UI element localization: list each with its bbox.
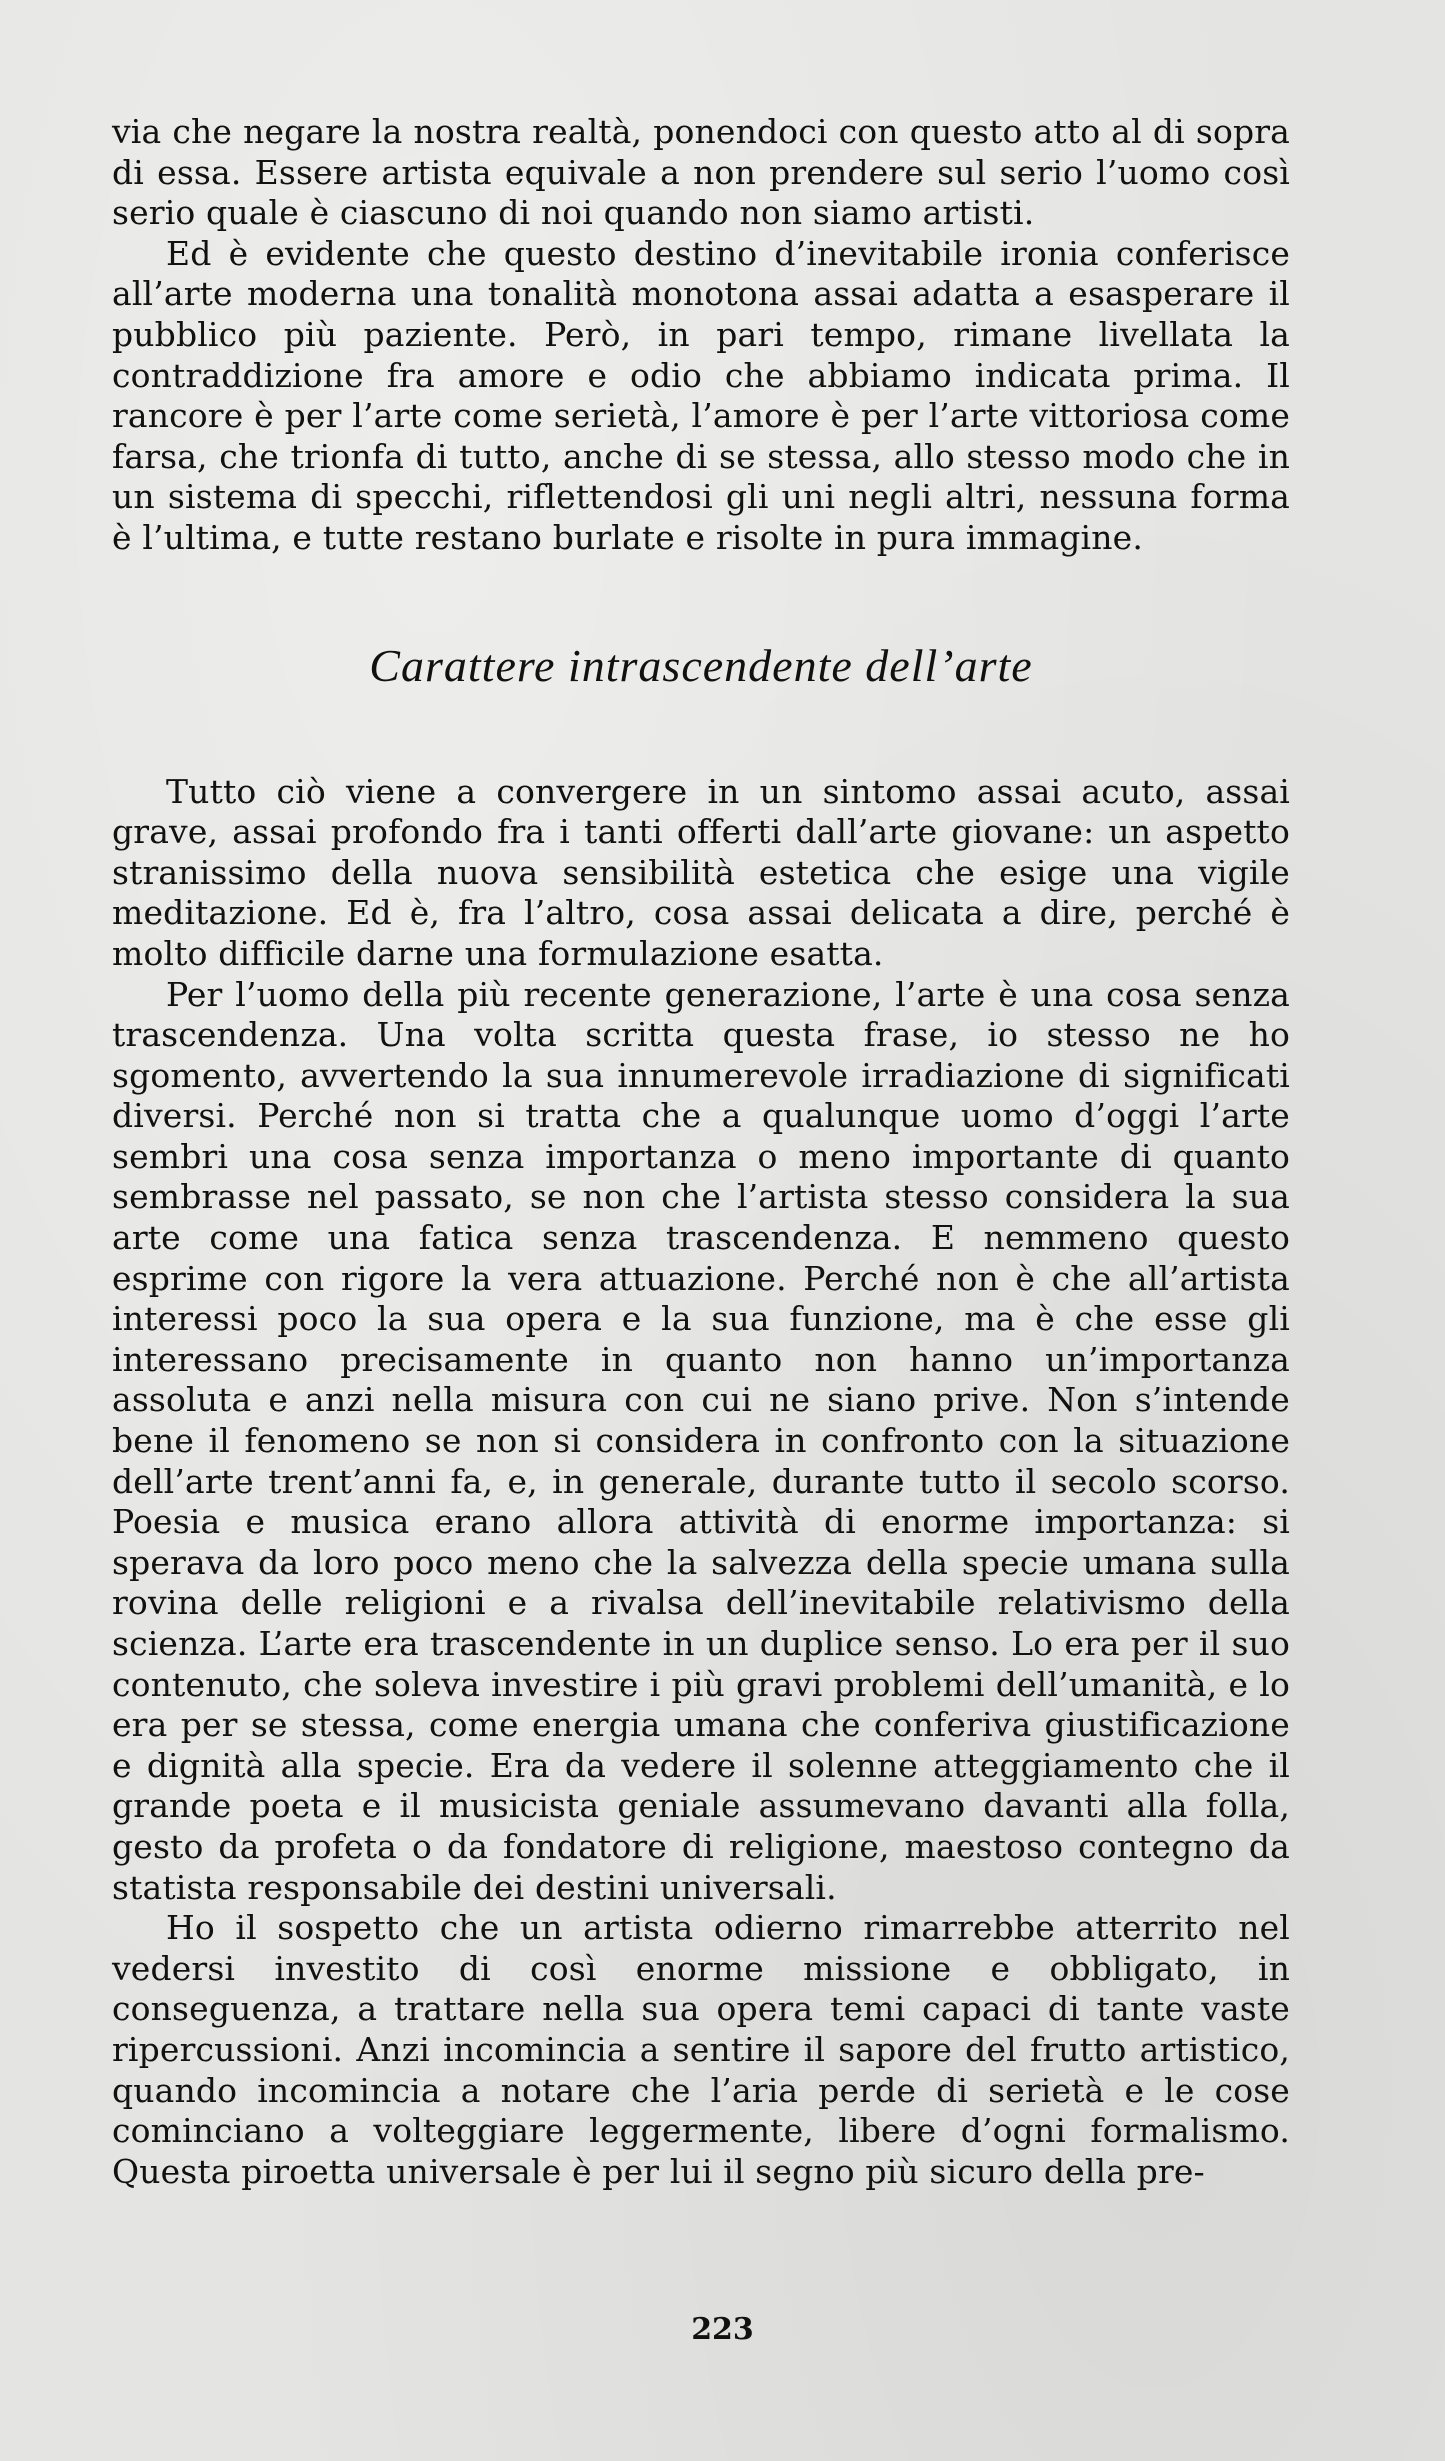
book-page	[112, 112, 1290, 2192]
body-text-bottom	[112, 772, 1290, 2193]
paragraph: Ed è evidente che questo destino d’inevitabile ironia conferisce all’arte moderna una tonalità monotona assai adatta a esasperare il pubblico più paziente. Però, in pari tempo, rimane livellata la contraddizione fra amore e odio che abbiamo indicata prima. Il rancore è per l’arte come serietà, l’amore è per l’arte vittoriosa come farsa, che trionfa di tutto, anche di se stessa, allo stesso modo che in un sistema di specchi, riflettendosi gli uni negli altri, nessuna forma è l’ultima, e tutte restano burlate e risolte in pura immagine.	[112, 233, 1290, 557]
body-text-top	[112, 112, 1290, 559]
paragraph: Per l’uomo della più recente generazione, l’arte è una cosa senza trascendenza. Una volta scritta questa frase, io stesso ne ho sgomento, avvertendo la sua innumerevole irradiazione di significati diversi. Perché non si tratta che a qualunque uomo d’oggi l’arte sembri una cosa senza importanza o meno importante di quanto sembrasse nel passato, se non che l’artista stesso considera la sua arte come una fatica senza trascendenza. E nemmeno questo esprime con rigore la vera attuazione. Perché non è che all’artista interessi poco la sua opera e la sua funzione, ma è che esse gli interessano precisamente in quanto non hanno un’importanza assoluta e anzi nella misura con cui ne siano prive. Non s’intende bene il fenomeno se non si considera in confronto con la situazione dell’arte trent’anni fa, e, in generale, durante tutto il secolo scorso. Poesia e musica erano allora attività di enorme importanza: si sperava da loro poco meno che la salvezza della specie umana sulla rovina delle religioni e a rivalsa dell’inevitabile relativismo della scienza. L’arte era trascendente in un duplice senso. Lo era per il suo contenuto, che soleva investire i più gravi problemi dell’umanità, e lo era per se stessa, come energia umana che conferiva giustificazione e dignità alla specie. Era da vedere il solenne atteggiamento che il grande poeta e il musicista geniale assumevano davanti alla folla, gesto da profeta o da fondatore di religione, maestoso contegno da statista responsabile dei destini universali.	[112, 974, 1290, 1907]
section-title: Carattere intrascendente dell’arte	[369, 639, 1033, 691]
paragraph: Ho il sospetto che un artista odierno rimarrebbe atterrito nel vedersi investito di così enorme missione e obbligato, in conseguenza, a trattare nella sua opera temi capaci di tante vaste ripercussioni. Anzi incomincia a sentire il sapore del frutto artistico, quando incomincia a notare che l’aria perde di serietà e le cose cominciano a volteggiare leggermente, libere d’ogni formalismo. Questa piroetta universale è per lui il segno più sicuro della pre-	[112, 1908, 1290, 2191]
paragraph-continuation: via che negare la nostra realtà, ponendoci con questo atto al di sopra di essa. Essere artista equivale a non prendere sul serio l’uomo così serio quale è ciascuno di noi quando non siamo artisti.	[112, 112, 1290, 233]
paragraph: Tutto ciò viene a convergere in un sintomo assai acuto, assai grave, assai profondo fra i tanti offerti dall’arte giovane: un aspetto stranissimo della nuova sensibilità estetica che esige una vigile meditazione. Ed è, fra l’altro, cosa assai delicata a dire, perché è molto difficile darne una formulazione esatta.	[112, 771, 1290, 973]
section-heading-block	[112, 559, 1290, 772]
page-number: 223	[691, 2312, 754, 2347]
